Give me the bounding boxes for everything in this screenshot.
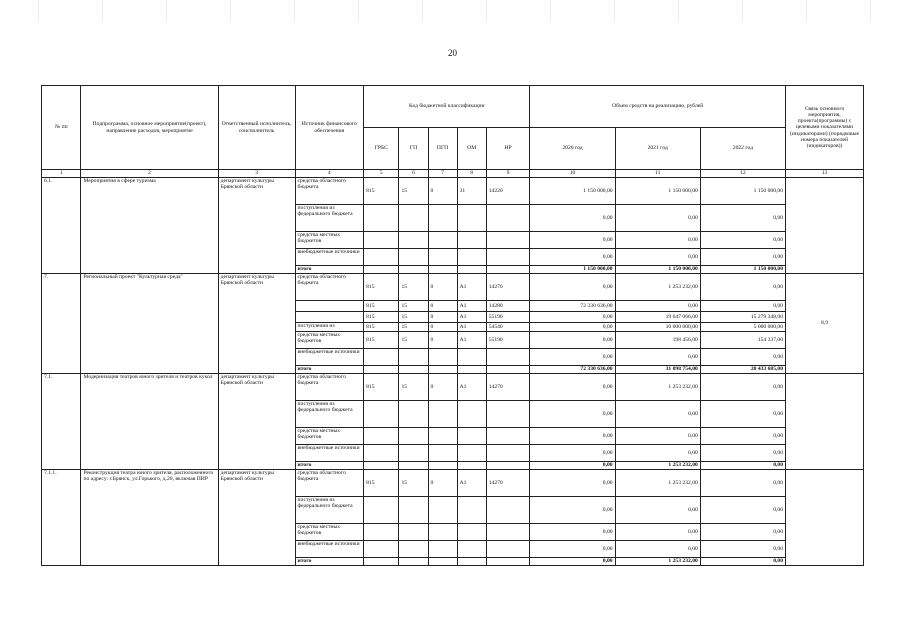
amount-2022: 1 150 000,00 [700, 266, 785, 274]
amount-2020: 0,00 [530, 524, 615, 541]
amount-2022: 0,00 [700, 274, 785, 301]
funding-source: поступления из федерального бюджета [295, 497, 364, 524]
funding-source [295, 312, 364, 323]
item-executor: департамент культуры Брянской области [218, 274, 295, 374]
code-gp [399, 497, 428, 524]
col-number: 3 [218, 170, 295, 178]
amount-2020: 0,00 [530, 462, 615, 470]
amount-2021: 1 150 000,00 [615, 178, 700, 205]
amount-2021: 0,00 [615, 401, 700, 428]
amount-2021: 0,00 [615, 349, 700, 366]
code-grbs: 815 [364, 332, 399, 349]
amount-2022: 0,00 [700, 524, 785, 541]
code-np: 14280 [486, 301, 530, 312]
item-name: Мероприятия в сфере туризма [81, 178, 218, 274]
code-om [457, 497, 486, 524]
code-grbs [364, 428, 399, 445]
code-grbs: 815 [364, 374, 399, 401]
funding-source: внебюджетные источники [295, 249, 364, 266]
amount-2020: 72 330 636,00 [530, 366, 615, 374]
amount-2020: 1 150 000,00 [530, 178, 615, 205]
code-om: A1 [457, 374, 486, 401]
scan-artifact-strip [0, 0, 905, 22]
item-executor: департамент культуры Брянской области [218, 374, 295, 470]
amount-2021: 1 253 232,00 [615, 558, 700, 566]
code-om [457, 541, 486, 558]
amount-2021: 0,00 [615, 205, 700, 232]
code-pgp: 0 [428, 312, 457, 323]
code-gp [399, 524, 428, 541]
code-gp [399, 266, 428, 274]
amount-2022: 1 150 000,00 [700, 178, 785, 205]
amount-2022: 0,00 [700, 428, 785, 445]
code-np: 55190 [486, 332, 530, 349]
amount-2020: 0,00 [530, 445, 615, 462]
col-number: 5 [364, 170, 399, 178]
amount-2022: 154 337,00 [700, 332, 785, 349]
code-np [486, 249, 530, 266]
table-row [42, 178, 864, 205]
code-pgp [428, 366, 457, 374]
amount-2020: 0,00 [530, 401, 615, 428]
amount-2022: 0,00 [700, 349, 785, 366]
table-body [42, 178, 864, 566]
amount-2022: 0,00 [700, 301, 785, 312]
code-np [486, 524, 530, 541]
code-pgp [428, 232, 457, 249]
amount-2021: 0,00 [615, 232, 700, 249]
code-pgp [428, 401, 457, 428]
code-om: 31 [457, 178, 486, 205]
code-grbs [364, 266, 399, 274]
code-pgp [428, 462, 457, 470]
col-number: 6 [399, 170, 428, 178]
code-gp [399, 541, 428, 558]
code-grbs [364, 541, 399, 558]
code-gp [399, 205, 428, 232]
amount-2020: 0,00 [530, 428, 615, 445]
code-om: A1 [457, 274, 486, 301]
code-pgp [428, 428, 457, 445]
indicator-link [786, 178, 864, 274]
code-np [486, 541, 530, 558]
header-2022: 2022 год [700, 128, 785, 170]
code-om [457, 401, 486, 428]
funding-source: средства областного бюджета [295, 374, 364, 401]
amount-2020: 0,00 [530, 374, 615, 401]
code-om [457, 558, 486, 566]
funding-source: средства местных бюджетов [295, 428, 364, 445]
code-np: 14270 [486, 374, 530, 401]
code-grbs [364, 558, 399, 566]
amount-2021: 0,00 [615, 497, 700, 524]
code-np: 54540 [486, 323, 530, 332]
code-grbs: 815 [364, 301, 399, 312]
code-pgp [428, 541, 457, 558]
item-number: 7.1.1. [42, 470, 81, 566]
amount-2020: 0,00 [530, 323, 615, 332]
table-row [42, 374, 864, 401]
amount-2022: 0,00 [700, 401, 785, 428]
code-pgp [428, 205, 457, 232]
code-grbs [364, 249, 399, 266]
code-np [486, 497, 530, 524]
code-pgp: 0 [428, 274, 457, 301]
amount-2021: 1 253 232,00 [615, 462, 700, 470]
code-np [486, 366, 530, 374]
col-number: 11 [615, 170, 700, 178]
amount-2021: 19 647 066,00 [615, 312, 700, 323]
code-np [486, 205, 530, 232]
indicator-link [786, 470, 864, 566]
funding-source: внебюджетные источники [295, 349, 364, 366]
code-om: A1 [457, 312, 486, 323]
amount-2021: 0,00 [615, 301, 700, 312]
amount-2022: 0,00 [700, 374, 785, 401]
header-num: № пп [42, 86, 81, 170]
code-grbs [364, 445, 399, 462]
amount-2020: 0,00 [530, 497, 615, 524]
code-grbs [364, 401, 399, 428]
code-np [486, 558, 530, 566]
code-pgp: 0 [428, 374, 457, 401]
amount-2020: 0,00 [530, 332, 615, 349]
table-header [42, 86, 864, 178]
amount-2021: 198 456,00 [615, 332, 700, 349]
indicator-link: 8,9 [786, 274, 864, 374]
code-pgp [428, 249, 457, 266]
funding-source: внебюджетные источники [295, 541, 364, 558]
code-grbs: 815 [364, 470, 399, 497]
amount-2020: 0,00 [530, 205, 615, 232]
amount-2021: 10 000 000,00 [615, 323, 700, 332]
code-gp [399, 401, 428, 428]
funding-source: средства областного бюджета [295, 178, 364, 205]
funding-source: поступления из федерального бюджета [295, 401, 364, 428]
amount-2022: 0,00 [700, 462, 785, 470]
item-name: Модернизация театров юного зрителя и театров кукол [81, 374, 218, 470]
amount-2020: 72 330 636,00 [530, 301, 615, 312]
amount-2022: 0,00 [700, 497, 785, 524]
code-np [486, 428, 530, 445]
amount-2021: 0,00 [615, 524, 700, 541]
amount-2021: 1 253 232,00 [615, 374, 700, 401]
code-grbs [364, 205, 399, 232]
code-pgp [428, 524, 457, 541]
code-grbs: 815 [364, 274, 399, 301]
header-2020: 2020 год [530, 128, 615, 170]
code-gp: 15 [399, 312, 428, 323]
header-2021: 2021 год [615, 128, 700, 170]
header-om: ОМ [457, 128, 486, 170]
amount-2022: 15 279 348,00 [700, 312, 785, 323]
code-gp: 15 [399, 178, 428, 205]
code-om [457, 205, 486, 232]
code-pgp [428, 558, 457, 566]
code-pgp: 0 [428, 470, 457, 497]
amount-2020: 0,00 [530, 349, 615, 366]
code-om: A1 [457, 470, 486, 497]
header-kbk: Код бюджетной классификации [364, 86, 530, 128]
amount-2021: 1 253 232,00 [615, 274, 700, 301]
code-gp: 15 [399, 332, 428, 349]
header-np: НР [486, 128, 530, 170]
col-number: 13 [786, 170, 864, 178]
code-np [486, 462, 530, 470]
code-om [457, 445, 486, 462]
code-np: 14270 [486, 470, 530, 497]
amount-2022: 0,00 [700, 558, 785, 566]
item-number: 7. [42, 274, 81, 374]
code-np: 14220 [486, 178, 530, 205]
amount-2020: 0,00 [530, 558, 615, 566]
indicator-link [786, 374, 864, 470]
code-gp [399, 249, 428, 266]
amount-2022: 0,00 [700, 470, 785, 497]
code-grbs [364, 349, 399, 366]
amount-2020: 0,00 [530, 274, 615, 301]
col-number: 12 [700, 170, 785, 178]
table-row [42, 470, 864, 497]
code-grbs [364, 232, 399, 249]
amount-2021: 1 150 000,00 [615, 266, 700, 274]
header-volume: Объем средств на реализацию, рублей [530, 86, 786, 128]
item-name: Региональный проект "Культурная среда" [81, 274, 218, 374]
code-gp: 15 [399, 274, 428, 301]
code-om [457, 249, 486, 266]
funding-source: итого [295, 266, 364, 274]
code-grbs [364, 497, 399, 524]
amount-2020: 0,00 [530, 541, 615, 558]
code-np: 14270 [486, 274, 530, 301]
code-gp: 15 [399, 323, 428, 332]
amount-2021: 0,00 [615, 445, 700, 462]
col-number: 8 [457, 170, 486, 178]
item-name: Реконструкция театра юного зрителя, расположенного по адресу: г.Брянск, ул.Горького, д.20, включая ПИР [81, 470, 218, 566]
funding-source: итого [295, 558, 364, 566]
funding-source: средства местных бюджетов [295, 232, 364, 249]
item-executor: департамент культуры Брянской области [218, 470, 295, 566]
amount-2021: 31 098 754,00 [615, 366, 700, 374]
funding-source: внебюджетные источники [295, 445, 364, 462]
header-gp: ГП [399, 128, 428, 170]
code-om [457, 232, 486, 249]
amount-2022: 0,00 [700, 232, 785, 249]
amount-2020: 0,00 [530, 312, 615, 323]
code-grbs [364, 524, 399, 541]
col-number: 2 [81, 170, 218, 178]
amount-2022: 0,00 [700, 205, 785, 232]
amount-2021: 0,00 [615, 541, 700, 558]
amount-2022: 0,00 [700, 249, 785, 266]
header-pgp: ПГП [428, 128, 457, 170]
code-pgp: 0 [428, 323, 457, 332]
code-gp: 15 [399, 470, 428, 497]
item-number: 7.1. [42, 374, 81, 470]
code-pgp: 0 [428, 178, 457, 205]
code-om: A1 [457, 332, 486, 349]
code-gp [399, 445, 428, 462]
code-pgp [428, 349, 457, 366]
code-gp [399, 232, 428, 249]
table-row [42, 274, 864, 301]
col-number: 9 [486, 170, 530, 178]
amount-2021: 0,00 [615, 249, 700, 266]
code-pgp [428, 445, 457, 462]
amount-2020: 0,00 [530, 232, 615, 249]
funding-source: средства областного бюджета [295, 274, 364, 301]
amount-2020: 1 150 000,00 [530, 266, 615, 274]
code-gp [399, 558, 428, 566]
code-np: 55190 [486, 312, 530, 323]
amount-2022: 0,00 [700, 445, 785, 462]
code-grbs: 815 [364, 178, 399, 205]
funding-source: средства местных бюджетов [295, 332, 364, 349]
header-executor: Ответственный исполнитель, соисполнитель [218, 86, 295, 170]
code-om [457, 349, 486, 366]
item-executor: департамент культуры Брянской области [218, 178, 295, 274]
header-link: Связь основного мероприятия, проекта(программы) с целевыми показателями (индикаторами) (порядковые номера показателей (индикаторов)) [786, 86, 864, 170]
amount-2020: 0,00 [530, 470, 615, 497]
amount-2021: 1 253 232,00 [615, 470, 700, 497]
code-om [457, 428, 486, 445]
header-grbs: ГРБС [364, 128, 399, 170]
amount-2022: 5 000 000,00 [700, 323, 785, 332]
amount-2021: 0,00 [615, 428, 700, 445]
code-grbs: 815 [364, 312, 399, 323]
header-source: Источник финансового обеспечения [295, 86, 364, 170]
funding-source: итого [295, 462, 364, 470]
code-pgp [428, 266, 457, 274]
code-gp [399, 462, 428, 470]
code-gp [399, 428, 428, 445]
code-om [457, 366, 486, 374]
code-np [486, 401, 530, 428]
column-number-row [42, 170, 864, 178]
code-om [457, 524, 486, 541]
funding-source: средства областного бюджета [295, 470, 364, 497]
code-om: A1 [457, 301, 486, 312]
code-np [486, 266, 530, 274]
code-om: A1 [457, 323, 486, 332]
code-gp: 15 [399, 374, 428, 401]
header-program: Подпрограмма, основное мероприятие(проект), направление расходов, мероприятие [81, 86, 218, 170]
funding-source: поступления из федерального бюджета [295, 205, 364, 232]
code-grbs: 815 [364, 323, 399, 332]
funding-source: поступления из [295, 323, 364, 332]
col-number: 10 [530, 170, 615, 178]
code-om [457, 462, 486, 470]
funding-source [295, 301, 364, 312]
item-number: 6.1. [42, 178, 81, 274]
code-np [486, 232, 530, 249]
code-np [486, 349, 530, 366]
code-gp: 15 [399, 301, 428, 312]
code-pgp: 0 [428, 332, 457, 349]
page-number: 20 [448, 48, 457, 58]
code-grbs [364, 462, 399, 470]
amount-2022: 20 433 685,00 [700, 366, 785, 374]
code-gp [399, 349, 428, 366]
funding-source: средства местных бюджетов [295, 524, 364, 541]
col-number: 1 [42, 170, 81, 178]
code-np [486, 445, 530, 462]
amount-2022: 0,00 [700, 541, 785, 558]
code-pgp: 0 [428, 301, 457, 312]
code-grbs [364, 366, 399, 374]
code-om [457, 266, 486, 274]
amount-2020: 0,00 [530, 249, 615, 266]
col-number: 4 [295, 170, 364, 178]
code-pgp [428, 497, 457, 524]
col-number: 7 [428, 170, 457, 178]
code-gp [399, 366, 428, 374]
funding-source: итого [295, 366, 364, 374]
budget-table [41, 85, 864, 566]
